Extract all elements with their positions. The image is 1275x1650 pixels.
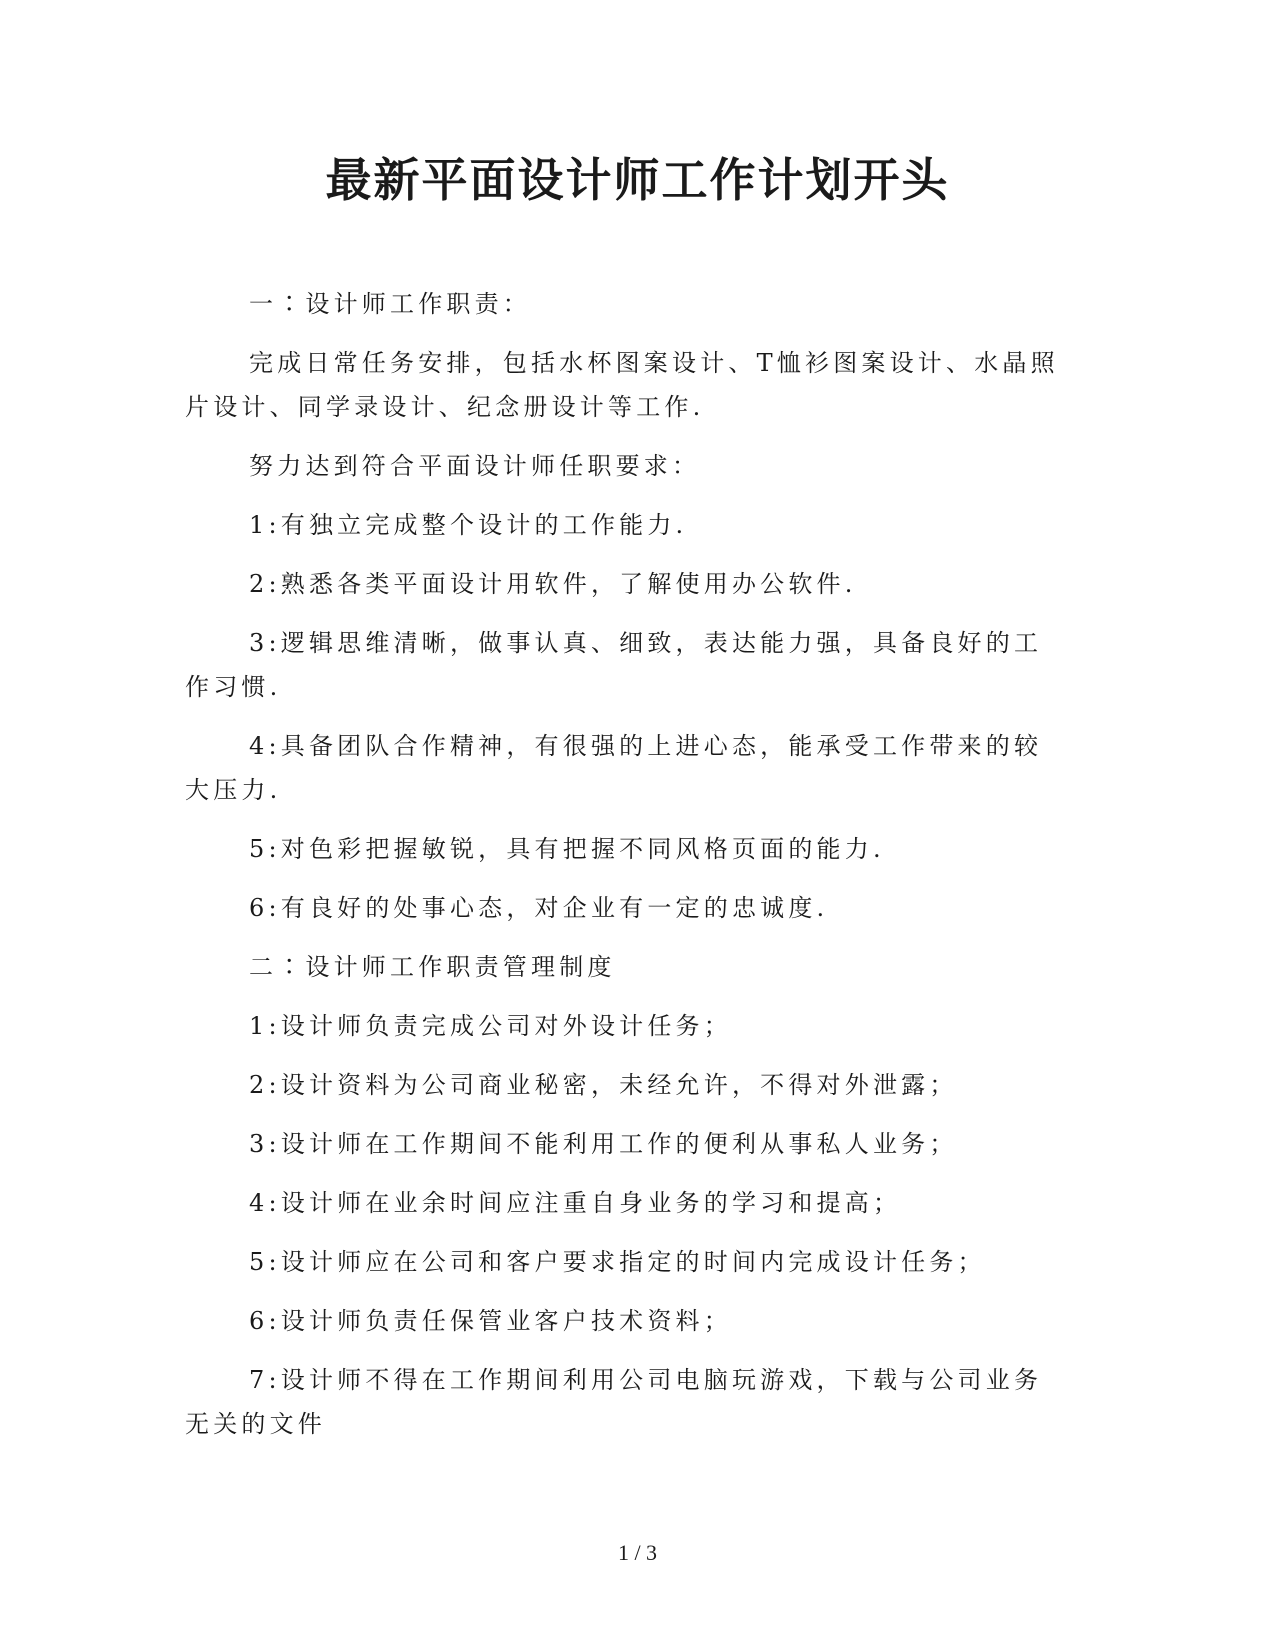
paragraph: 1:有独立完成整个设计的工作能力. [249,511,688,539]
paragraph: 1:设计师负责完成公司对外设计任务； [249,1012,732,1040]
paragraph: 4:具备团队合作精神，有很强的上进心态，能承受工作带来的较大压力. [185,732,1043,804]
paragraph: 7:设计师不得在工作期间利用公司电脑玩游戏，下载与公司业务无关的文件 [185,1366,1043,1438]
paragraph: 二∶设计师工作职责管理制度 [249,953,616,981]
paragraph: 2:熟悉各类平面设计用软件，了解使用办公软件. [249,570,857,598]
paragraph: 6:设计师负责任保管业客户技术资料； [249,1307,732,1335]
paragraph: 一∶设计师工作职责： [249,290,531,318]
paragraph: 5:设计师应在公司和客户要求指定的时间内完成设计任务； [249,1248,986,1276]
paragraph: 4:设计师在业余时间应注重自身业务的学习和提高； [249,1189,902,1217]
paragraph: 3:逻辑思维清晰，做事认真、细致，表达能力强，具备良好的工作习惯. [185,629,1043,701]
paragraph: 6:有良好的处事心态，对企业有一定的忠诚度. [249,894,829,922]
paragraph: 3:设计师在工作期间不能利用工作的便利从事私人业务； [249,1130,958,1158]
paragraph: 2:设计资料为公司商业秘密，未经允许，不得对外泄露； [249,1071,958,1099]
document-title: 最新平面设计师工作计划开头 [325,153,950,207]
paragraph: 完成日常任务安排，包括水杯图案设计、T恤衫图案设计、水晶照片设计、同学录设计、纪念册设计等工作. [185,349,1059,421]
paragraph: 5:对色彩把握敏锐，具有把握不同风格页面的能力. [249,835,885,863]
document-body [185,282,1065,1461]
page-number: 1 / 3 [617,1540,658,1565]
paragraph: 努力达到符合平面设计师任职要求： [249,452,701,480]
